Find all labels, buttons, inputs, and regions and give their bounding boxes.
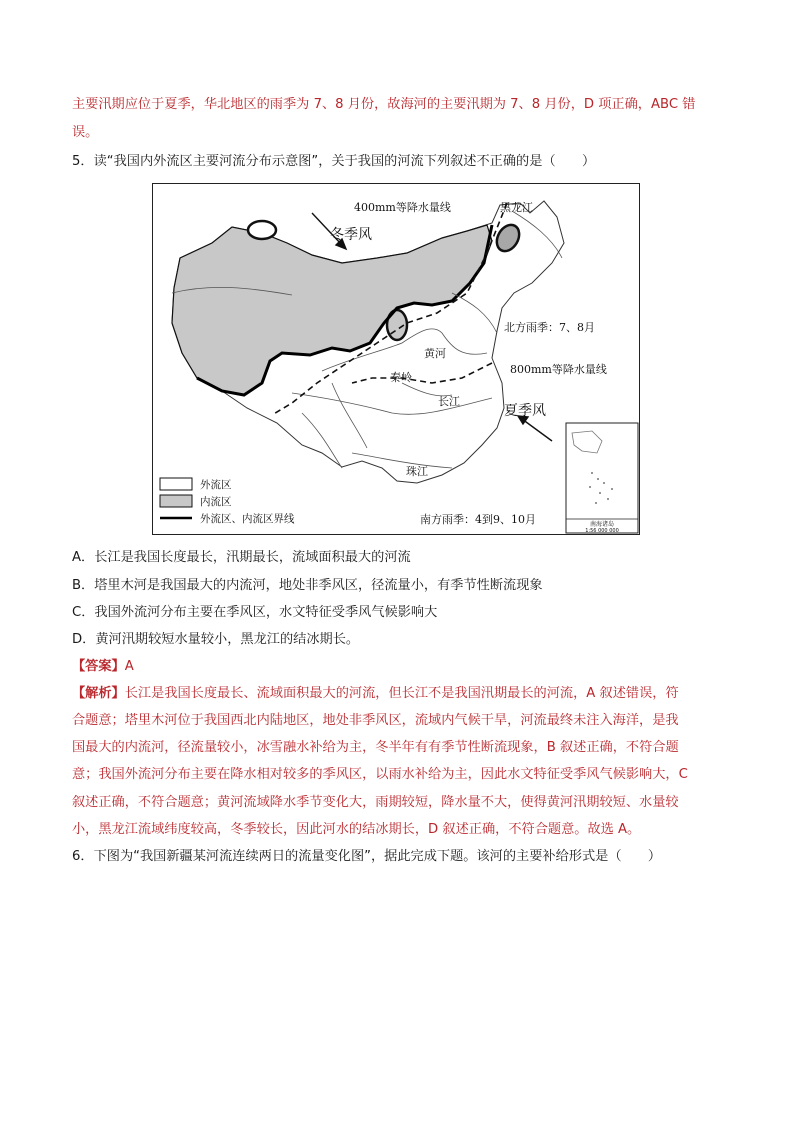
analysis-line-2: 合题意；塔里木河位于我国西北内陆地区，地处非季风区，流域内气候干旱，河流最终未注入海洋，是我: [72, 713, 679, 728]
legend-interior-label: 内流区: [200, 496, 232, 508]
question-6-stem: 6．下图为“我国新疆某河流连续两日的流量变化图”，据此完成下题。该河的主要补给形式是（ ）: [72, 849, 662, 864]
interior-patch-west: [248, 221, 276, 239]
analysis-text-1: 长江是我国长度最长、流域面积最大的河流，但长江不是我国汛期最长的河流，A 叙述错误，符: [124, 686, 679, 701]
legend-boundary-label: 外流区、内流区界线: [200, 513, 295, 525]
label-400mm-isohyet: 400mm等降水量线: [354, 201, 451, 214]
south-china-sea-inset: [566, 423, 638, 534]
label-north-rainy-season: 北方雨季：7、8月: [504, 321, 595, 334]
analysis-line-3: 国最大的内流河，径流量较小，冰雪融水补给为主，冬半年有有季节性断流现象，B 叙述正确，不符合题: [72, 740, 679, 755]
option-b: B．塔里木河是我国最大的内流河，地处非季风区，径流量小，有季节性断流现象: [72, 578, 543, 593]
option-a: A．长江是我国长度最长，汛期最长，流域面积最大的河流: [72, 550, 411, 565]
label-qinling: 秦岭: [390, 371, 412, 384]
question-5-stem: 5．读“我国内外流区主要河流分布示意图”，关于我国的河流下列叙述不正确的是（ ）: [72, 154, 596, 169]
prev-answer-line-2: 误。: [72, 125, 99, 140]
label-800mm-isohyet: 800mm等降水量线: [510, 363, 607, 376]
label-heilongjiang: 黑龙江: [500, 201, 533, 214]
answer-value: A: [124, 659, 134, 674]
option-c: C．我国外流河分布主要在季风区，水文特征受季风气候影响大: [72, 605, 438, 620]
label-zhujiang: 珠江: [406, 465, 428, 478]
inset-scale: 1:56 000 000: [585, 528, 619, 534]
analysis-tag: 【解析】: [72, 686, 125, 701]
analysis-line-5: 叙述正确，不符合题意；黄河流域降水季节变化大，雨期较短，降水量不大，使得黄河汛期较短、水量较: [72, 795, 679, 810]
label-huanghe: 黄河: [424, 347, 446, 360]
label-winter-monsoon: 冬季风: [330, 227, 372, 243]
analysis-line-4: 意；我国外流河分布主要在降水相对较多的季风区，以雨水补给为主，因此水文特征受季风气候影响大，C: [72, 767, 688, 782]
label-changjiang: 长江: [438, 395, 460, 408]
answer-tag: 【答案】: [72, 659, 125, 674]
label-south-rainy-season: 南方雨季：4到9、10月: [420, 513, 536, 526]
label-summer-monsoon: 夏季风: [504, 403, 546, 419]
legend-exterior-label: 外流区: [200, 479, 232, 491]
answer-line: [72, 657, 722, 677]
option-d: D．黄河汛期较短水量较小，黑龙江的结冰期长。: [72, 632, 360, 647]
inset-title: 南海诸岛: [589, 521, 615, 528]
analysis-line-1: [72, 684, 722, 704]
prev-answer-line-1: 主要汛期应位于夏季，华北地区的雨季为 7、8 月份，故海河的主要汛期为 7、8 月份，D 项正确，ABC 错: [72, 97, 696, 112]
china-river-map: [152, 183, 640, 535]
analysis-line-6: 小，黑龙江流域纬度较高，冬季较长，因此河水的结冰期长，D 叙述正确，不符合题意。故选 A。: [72, 822, 641, 837]
